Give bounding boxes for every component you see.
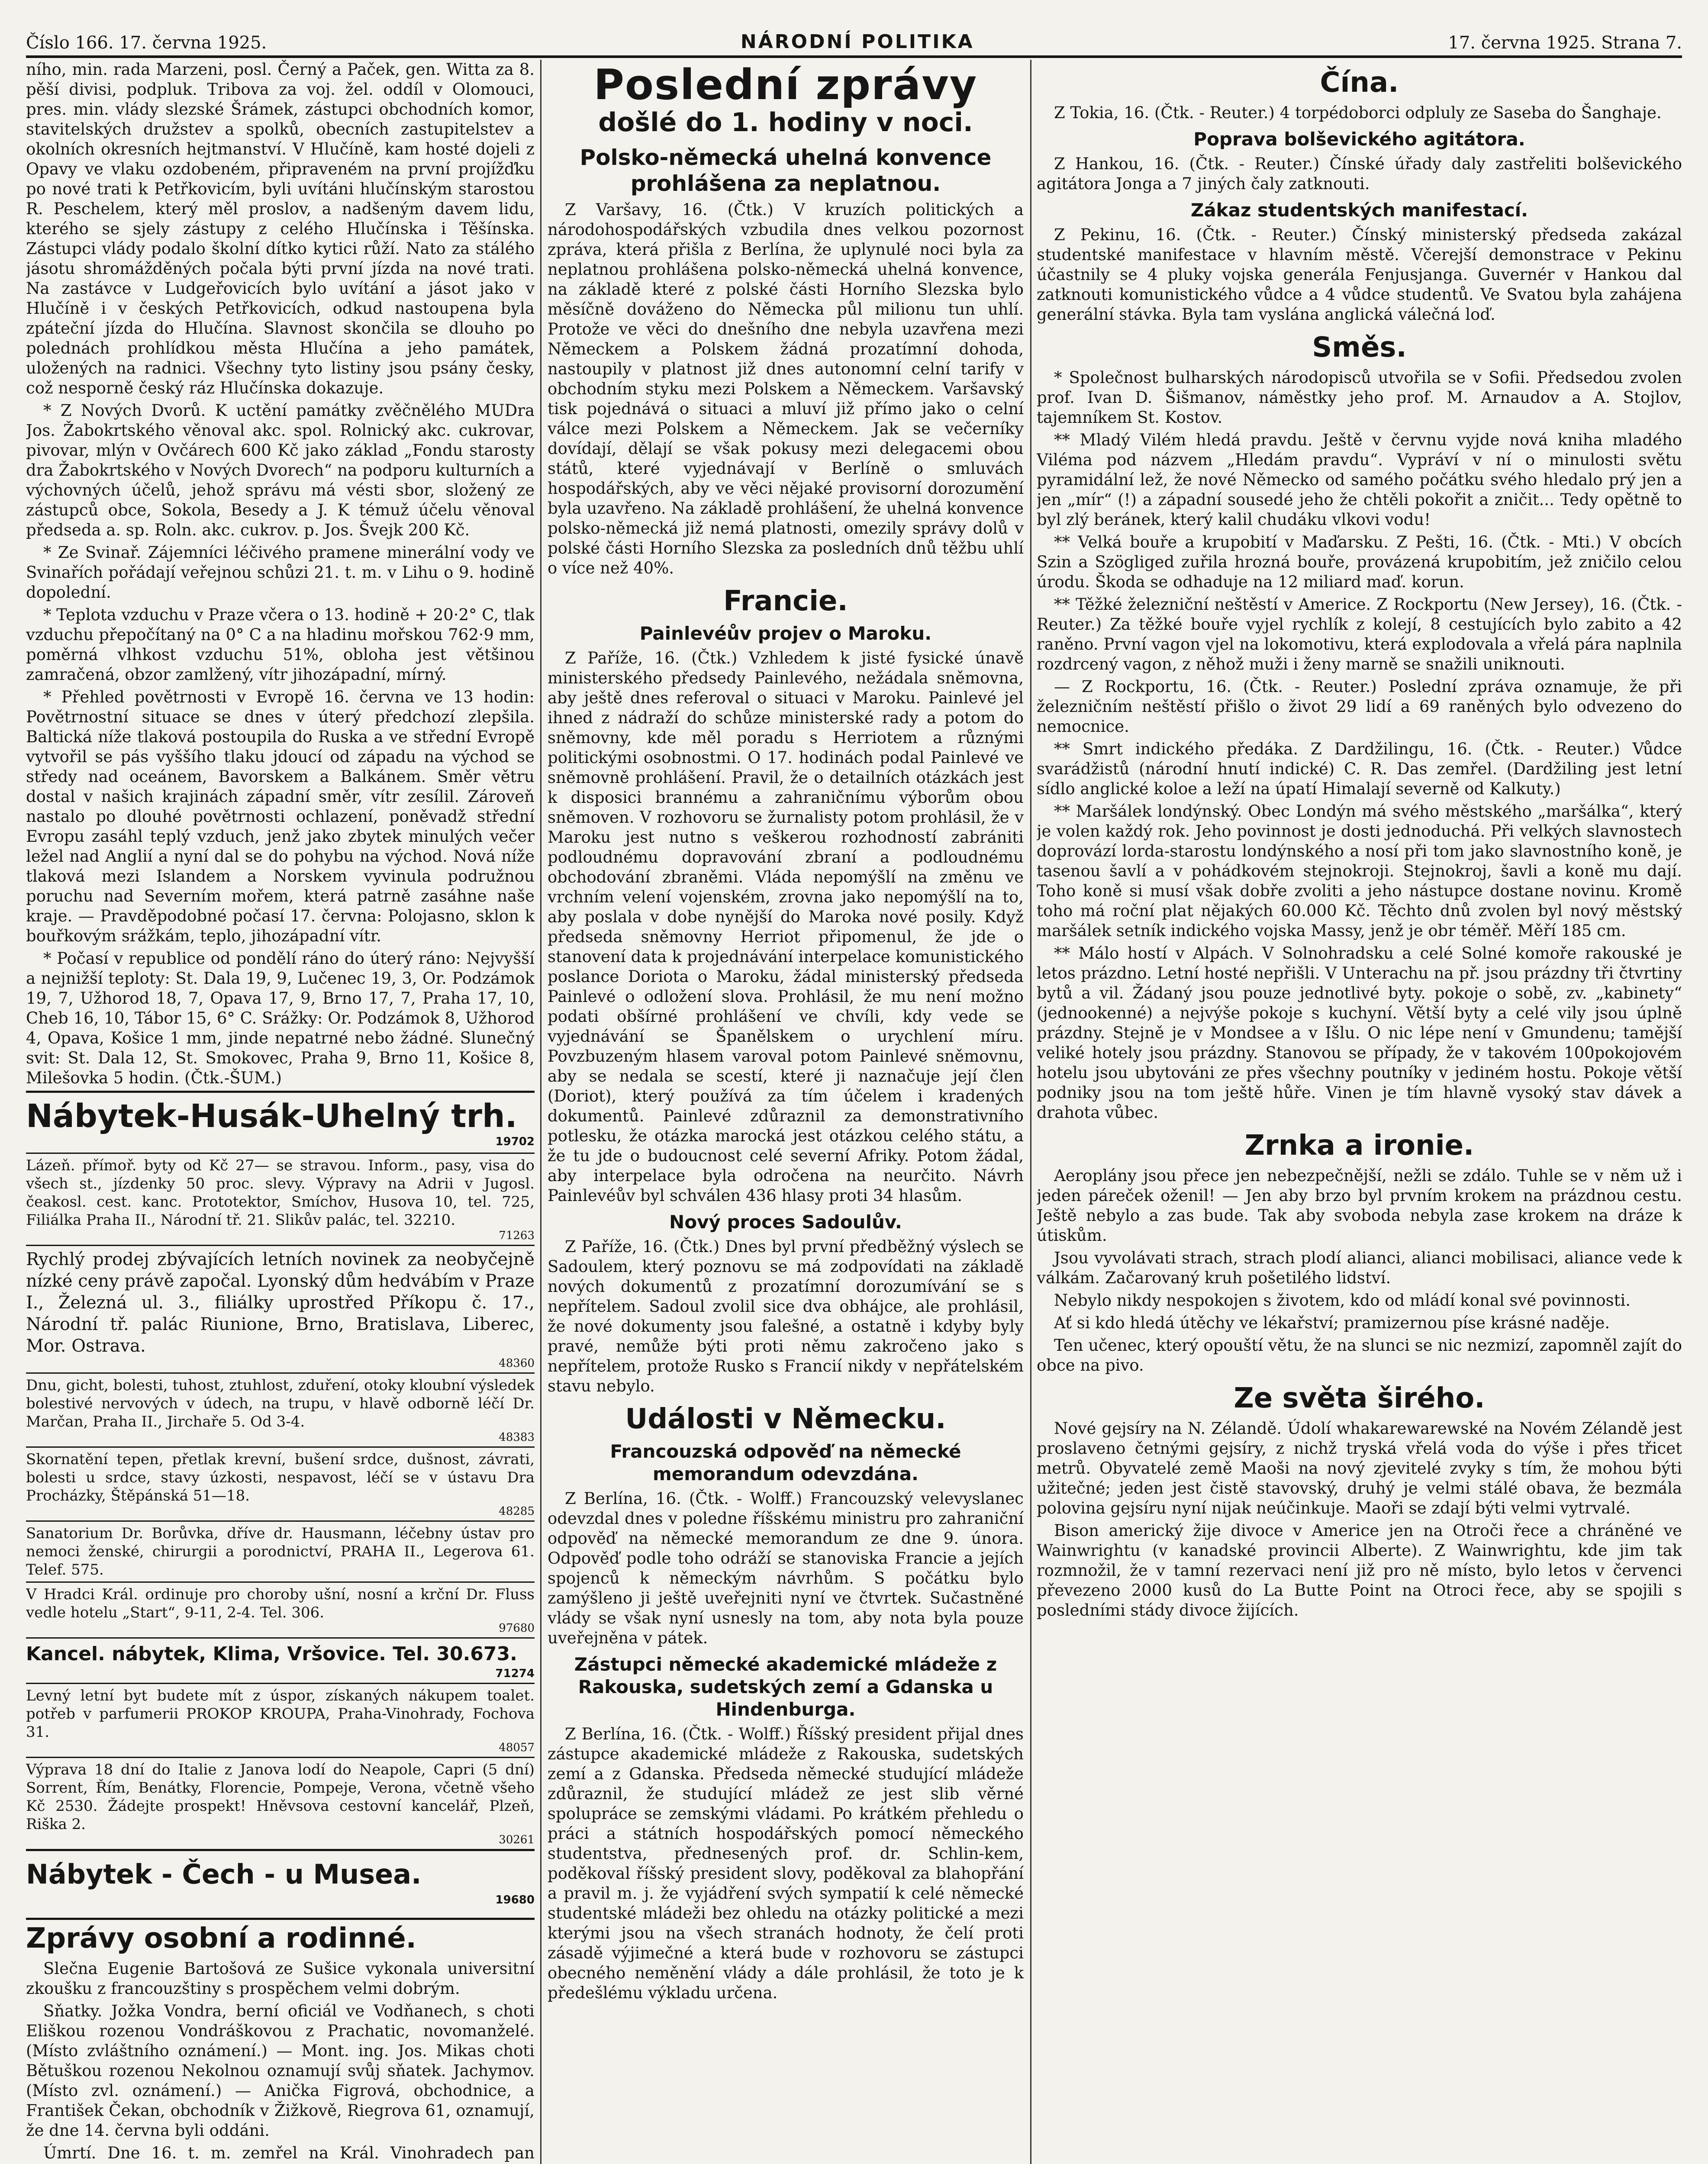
- article-varsava: Z Varšavy, 16. (Čtk.) V kruzích politických a národohospodářských vzbudila dnes velkou pozornost zpráva, která přišla z Berlína, že uplynulé noci byla za neplatnou prohlášena polsko-německá uhelná konvence, na základě které z polské části Horního Slezska bylo měsíčně dováženo do Německa půl milionu tun uhlí. Protože ve věci do dnešního dne nebyla uzavřena mezi Německem a Polskem žádná prozatímní dohoda, nastoupily v platnost již dnes autonomní celní tarify v obchodním styku mezi Polskem a Německem. Varšavský tisk pojednává o situaci a mluví již přímo jako o celní válce mezi Polskem a Německem. Jak se večerníky dovídají, dělají se však pokusy mezi delegacemi obou států, které vyjednávají v Berlíně o smluvách hospodářských, aby ve věci nějaké provisorní dorozumění byla uzavřeno. Na základě prohlášení, že uhelná konvence polsko-německá již nemá platnosti, omezily správy dolů v polské části Horního Slezska za posledních dnů těžbu uhlí o více než 40%.: [548, 200, 1024, 577]
- article-smes-marsalek: ** Maršálek londýnský. Obec Londýn má svého městského „maršálka“, který je volen každý rok. Jeho povinnost je dosti jednoduchá. Při velkých slavnostech doprovází lorda-starostu londýnského a nosí při tom jako slavnostního koně, je tasenou šavlí a v pohádkovém stejnokroji. Stejnokroj, šavli a koně mu dají. Toho koně si musí však dobře zvoliti a jeho nástupce dostane novinu. Kromě toho má roční plat nějakých 60.000 Kč. Těchto dnů zvolen byl nový městský maršálek setník indického vojska Massy, jenž je obr téměř. Měří 185 cm.: [1037, 802, 1682, 940]
- ad-number: 48360: [499, 1357, 535, 1370]
- heading-zastupci-mladeze: Zástupci německé akademické mládeže z Rakouska, sudetských zemí a Gdanska u Hindenburga.: [574, 1654, 997, 1720]
- column-rule: [1030, 60, 1031, 2164]
- page-header: [26, 16, 1682, 58]
- article-umrti: Úmrtí. Dne 16. t. m. zemřel na Král. Vinohradech pan: [43, 2144, 535, 2162]
- article-osobni: Slečna Eugenie Bartošová ze Sušice vykonala universitní zkoušku z francouzštiny s prospěchem velmi dobrým.: [26, 1959, 535, 1998]
- article-bison: Bison americký žije divoce v Americe jen na Otroči řece a chráněné ve Wainwrightu (v kanadské provincii Alberte). Z Wainwrightu, kde jim tak rozmnožil, že v tamní rezervaci není již pro ně místo, bylo letos v červenci převezeno 2000 kusů do La Butte Point na Otroci řece, aby se spojili s posledními stády divoce žijících.: [1037, 1521, 1682, 1620]
- article-smes-bulhari: * Společnost bulharských národopisců utvořila se v Sofii. Předsedou zvolen prof. Ivan D. Šišmanov, náměstky jeho prof. M. Arnaudov a A. Stojlov, tajemníkem St. Kostov.: [1037, 368, 1682, 427]
- heading-ze-sveta: Ze světa širého.: [1234, 1382, 1485, 1414]
- ad-lazen: [26, 1153, 535, 1245]
- ad-skornateni: [26, 1446, 535, 1520]
- article-pekin: Z Pekinu, 16. (Čtk. - Reuter.) Čínský ministerský předseda zakázal studentské manifestace v hlavním městě. Včerejší demonstrace v Pekinu účastnily se 4 pluky vojska generála Fenjusjanga. Guvernér v Hankou dal zatknouti komunistického vůdce a 4 vůdce studentů. Ve Svatou byla zahájena generální stávka. Byla tam vyslána anglická válečná loď.: [1037, 225, 1682, 324]
- heading-poprava: Poprava bolševického agitátora.: [1193, 129, 1525, 150]
- ad-text: Lázeň. přímoř. byty od Kč 27— se stravou. Inform., pasy, visa do všech st., jízdenky 50 proc. slevy. Výpravy na Adrii v Jugosl. čeakosl. cest. kanc. Prototektor, Smíchov, Husova 10, tel. 725, Filiálka Praha II., Národní tř. 21. Slikův palác, tel. 32210.: [26, 1157, 535, 1229]
- article-smes-rockport: — Z Rockportu, 16. (Čtk. - Reuter.) Poslední zpráva oznamuje, že při železničním neštěstí přišlo o život 29 lidí a 69 raněných bylo odvezeno do nemocnice.: [1037, 677, 1682, 736]
- article-zrnka-3: Nebylo nikdy nespokojen s životem, kdo od mládí konal své povinnosti.: [1054, 1291, 1631, 1310]
- ad-text: Levný letní byt budete mít z úspor, získaných nákupem toalet. potřeb v parfumerii PROKOP KROUPA, Praha-Vinohrady, Fochova 31.: [26, 1687, 535, 1741]
- ad-hradec: [26, 1581, 535, 1637]
- article-snatky: Sňatky. Jožka Vondra, berní oficiál ve Vodňanech, s choti Eliškou rozenou Vondráškovou z Prachatic, novomanželé. (Místo zvláštního oznámení.) — Mont. ing. Jos. Mikas choti Bětuškou rozenou Nekolnou oznamují svůj sňatek. Jachymov. (Místo zvl. oznámení.) — Anička Figrová, obchodnice, a František Čekan, obchodník v Žižkově, Riegrova 61, oznamují, že dne 14. června byli oddáni.: [26, 2002, 535, 2140]
- article-prehled-povetrnosti: * Přehled povětrnosti v Evropě 16. června ve 13 hodin: Povětrnostní situace se dnes v úterý předchozí zlepšila. Baltická níže tlaková postoupila do Ruska a ve střední Evropě vytvořil se pás vyššího tlaku jdoucí od západu na východ se středy nad oceánem, Bavorskem a Balkánem. Směr větru dostal v našich krajinách západní směr, vítr zesílil. Zároveň nastalo po dlouhé povětrnosti ochlazení, poněvadž střední Evropu zasáhl teplý vzduch, jenž jako zbytek minulých večer ležel nad Anglií a nyní dal se do pohybu na východ. Nová níže tlaková mezi Islandem a Norskem vyvinula podružnou poruchu nad Severním mořem, která patrně zasáhne naše kraje. — Pravděpodobné počasí 17. června: Polojasno, sklon k bouřkovým srážkám, teplo, jihozápadní vítr.: [26, 688, 535, 945]
- headline-subtitle: došlé do 1. hodiny v noci.: [598, 107, 973, 138]
- ad-text: V Hradci Král. ordinuje pro choroby ušní, nosní a krční Dr. Fluss vedle hotelu „Start“, 9-11, 2-4. Tel. 306.: [26, 1586, 535, 1621]
- ad-number: 19702: [495, 1135, 535, 1148]
- ad-number: 71263: [499, 1229, 535, 1242]
- ad-vyprava-italie: [26, 1757, 535, 1849]
- article-berlin-hindenburg: Z Berlína, 16. (Čtk. - Wolff.) Říšský president přijal dnes zástupce akademické mládeže z Rakouska, sudetských zemí a z Gdanska. Předseda německé studující mládeže zdůraznil, že studující mládež ze jest slib věrné spolupráce se zemskými vládami. Po krátkém přehledu o práci a státních hospodářských pomocí německého studentstva, přednesených prof. dr. Schlin-kem, poděkoval říšský president slovy, poděkoval za blahopřání a pravil m. j. že vyjádření svých sympatií k celé německé studentské mládeži bez ohledu na otázky politické a mezi kterými jsou na všech stranách hodnoty, že čelí proti zásadě výjimečné a která bude v rozhovoru se zástupci obecného neměnění vlády a dále prohlásil, že toto je k předešlému výkladu určena.: [548, 1725, 1024, 2002]
- ad-number: 71274: [495, 1667, 535, 1680]
- ad-text: Nábytek-Husák-Uhelný trh.: [26, 1098, 517, 1135]
- section-title-osobni: Zprávy osobní a rodinné.: [26, 1918, 535, 1955]
- ad-rychly-prodej: [26, 1245, 535, 1372]
- ad-number: 30261: [499, 1833, 535, 1846]
- heading-zakaz: Zákaz studentských manifestací.: [1190, 200, 1528, 221]
- ad-text: Nábytek - Čech - u Musea.: [26, 1858, 422, 1890]
- ad-dnu: [26, 1372, 535, 1446]
- ad-kancel-nabytek: [26, 1637, 535, 1683]
- heading-polsko-nemecka: Polsko-německá uhelná konvence prohlášena za neplatnou.: [580, 145, 992, 196]
- article-teplota: * Teplota vzduchu v Praze včera o 13. hodině + 20·2° C, tlak vzduchu přepočítaný na 0° C a na hladinu mořskou 762·9 mm, poměrná vlhkost vzduchu 51%, obloha jest většinou zamračená, obzor zamlžený, vítr jihozápadní, mírný.: [26, 605, 535, 684]
- heading-sadoul: Nový proces Sadoulův.: [669, 1211, 902, 1233]
- heading-zrnka: Zrnka a ironie.: [1244, 1130, 1474, 1162]
- article-pocasi-republika: * Počasí v republice od pondělí ráno do úterý ráno: Nejvyšší a nejnižší teploty: St. Dala 19, 9, Lučenec 19, 3, Or. Podzámok 19, 7, Užhorod 18, 7, Opava 17, 9, Brno 17, 7, Praha 17, 10, Cheb 16, 10, Tábor 15, 6° C. Srážky: Or. Podzámok 8, Užhorod 4, Opava, Košice 1 mm, jinde nepatrné nebo žádné. Slunečný svit: St. Dala 12, St. Smokovec, Praha 9, Brno 11, Košice 8, Milešovka 5 hodin. (Čtk.-ŠUM.): [26, 949, 535, 1087]
- ad-number: 48285: [499, 1505, 535, 1518]
- ad-text: Rychlý prodej zbývajících letních novinek za neobyčejně nízké ceny právě započal. Lyonský dům hedvábím v Praze I., Železná ul. 3., filiálky uprostřed Příkopu č. 17., Národní tř. palác Riunione, Brno, Bratislava, Liberec, Mor. Ostrava.: [26, 1249, 535, 1356]
- ad-text: Výprava 18 dní do Italie z Janova lodí do Neapole, Capri (5 dní) Sorrent, Řím, Benátky, Florencie, Pompeje, Verona, včetně všeho Kč 2530. Žádejte prospekt! Hněvsova cestovní kancelář, Plzeň, Riška 2.: [26, 1761, 535, 1833]
- heading-francie: Francie.: [723, 585, 848, 617]
- heading-francouzska-odpoved: Francouzská odpověď na německé memorandum odevzdána.: [610, 1441, 961, 1485]
- heading-udalosti-nemecko: Události v Německu.: [625, 1403, 946, 1435]
- column-right: [1037, 60, 1682, 2164]
- ad-nabytek-cech: [26, 1849, 535, 1911]
- header-issue: Číslo 166. 17. června 1925.: [26, 33, 267, 53]
- headline-posledni-zpravy: Poslední zprávy: [593, 61, 978, 109]
- ad-number: 48057: [499, 1741, 535, 1754]
- article-smes-madarsko: ** Velká bouře a krupobití v Maďarsku. Z Pešti, 16. (Čtk. - Mti.) V obcích Szin a Szögliged zuřila hrozná bouře, provázená krupobitím, jež zničilo celou úrodu. Škoda se odhaduje na 12 miliard maď. korun.: [1037, 533, 1682, 591]
- ad-text: Dnu, gicht, bolesti, tuhost, ztuhlost, zduření, otoky kloubní výsledek bolestivé nervových v údech, na trupu, v hlavě odborně léčí Dr. Marčan, Praha II., Jirchaře 5. Od 3-4.: [26, 1377, 535, 1430]
- article-smes-amerika: ** Těžké železniční neštěstí v Americe. Z Rockportu (New Jersey), 16. (Čtk. - Reuter.) Za těžké bouře vyjel rychlík z kolejí, 8 cestujících bylo zabito a 42 raněno. První vagon vjel na lokomotivu, která explodovala a vřelá pára naplnila rozdrcený vagon, z něhož muži i ženy marně se snažili uniknouti.: [1037, 595, 1682, 673]
- ad-number: 97680: [499, 1622, 535, 1635]
- column-middle: [548, 60, 1024, 2164]
- article-novy-dvur: * Z Nových Dvorů. K uctění památky zvěčnělého MUDra Jos. Žabokrtského věnoval akc. spol. Rolnický akc. cukrovar, pivovar, mlýn v Ovčárech 600 Kč jako základ „Fondu starosty dra Žabokrtského v Nových Dvorech“ na podporu kulturních a výchovných účelů, jehož správu má vésti sbor, složený ze zástupců obce, Sokola, Besedy a J. K témuž účelu věnoval předseda a. sp. Roln. akc. cukrov. p. Jos. Švejk 200 Kč.: [26, 401, 535, 539]
- article-zrnka-4: Ať si kdo hledá útěchy ve lékařství; pramizernou píse krásné naděje.: [1054, 1314, 1610, 1332]
- ad-number: 19680: [495, 1894, 535, 1906]
- article-pariz-painleve: Z Paříže, 16. (Čtk.) Vzhledem k jisté fysické únavě ministerského předsedy Painlevého, nežádala sněmovna, aby ještě dnes referoval o situaci v Maroku. Painlevé jel ihned z nádraží do schůze ministerské rady a potom do sněmovny, kde měl poradu s Herriotem a různými politickými osobnostmi. O 17. hodinách podal Painlevé ve sněmovně prohlášení. Pravil, že o detailních otázkách jest k disposici brannému a zahraničnímu výborům obou sněmoven. V rozhovoru se žurnalisty potom prohlásil, že v Maroku jest nutno s veškerou rozhodností zabrániti podloudnému dopravování zbraní a podloudnému obchodování zbraněmi. Vláda nepomýšlí na změnu ve vrchním velení vojenském, zrovna jako nepomýšlí na to, aby poslala v dobe nynější do Maroka nové posily. Když předseda sněmovny Herriot připomenul, že jde o stanovení data k projednávání interpelace komunistického poslance Doriota o Maroku, žádal ministerský předseda Painlevé o odložení slova. Prohlásil, že mu není možno podati obšírné prohlášení ve chvíli, kdy vede se vyjednávání se Španělskem o urychlení míru. Povzbuzeným hlasem varoval potom Painlevé sněmovnu, aby se nedala se scestí, které ji naznačuje její člen (Doriot), který používá za tím účelem i kradených dokumentů. Painlevé zdůraznil za demonstrativního potlesku, že otázka marocká jest otázkou celého státu, a že tu jde o budoucnost celé severní Afriky. Potom žádal, aby interpelace byla odročena na neurčito. Návrh Painlevéův byl schválen 436 hlasy proti 34 hlasům.: [548, 649, 1024, 1205]
- article-svinare: * Ze Svinař. Zájemníci léčivého pramene minerální vody ve Svinařích pořádají veřejnou schůzi 21. t. m. v Lihu o 9. hodině dopolední.: [26, 543, 535, 602]
- article-smes-indie: ** Smrt indického předáka. Z Dardžilingu, 16. (Čtk. - Reuter.) Vůdce svarádžistů (národní hnutí indické) C. R. Das zemřel. (Dardžiling jest letní sídlo anglické koloe a leží na úpatí Himalají severně od Kalkuty.): [1037, 740, 1682, 798]
- masthead-title: NÁRODNÍ POLITIKA: [740, 31, 974, 53]
- heading-cina: Čína.: [1320, 67, 1399, 99]
- ad-sanatorium: [26, 1520, 535, 1581]
- article-berlin-memorandum: Z Berlína, 16. (Čtk. - Wolff.) Francouzský velevyslanec odevzdal dnes v poledne říšskému ministru pro zahraniční odpověď na německé memorandum ze dne 9. února. Odpověď podle toho odráží se stanoviska Francie a jejích spojenců k německým návrhům. S počátku bylo zamýšleno ji ještě uveřejniti nyní ve čtvrtek. Sučastněné vlády se však nyní usnesly na tom, aby nota byla pouze uveřejněna v pátek.: [548, 1489, 1024, 1647]
- column-left: [26, 60, 535, 2164]
- column-rule: [540, 60, 541, 2164]
- ad-levny-byt: [26, 1683, 535, 1757]
- article-zrnka-1: Aeroplány jsou přece jen nebezpečnější, nežli se zdálo. Tuhle se v něm už i jeden páreček oženil! — Jen aby brzo byl prvním krokem na prázdnou cestu. Ještě nebylo a zas bude. Tak aby svoboda nebyla zase krokem na dráze k útiskům.: [1037, 1166, 1682, 1245]
- article-zrnka-5: Ten učenec, který opouští větu, že na slunci se nic nezmizí, zapomněl zajít do obce na pivo.: [1037, 1336, 1682, 1375]
- heading-smes: Směs.: [1312, 332, 1407, 364]
- heading-painleve: Painlevéův projev o Maroku.: [639, 623, 932, 644]
- ad-text: Sanatorium Dr. Borůvka, dříve dr. Hausmann, léčebny ústav pro nemoci ženské, chirurgii a porodnictví, PRAHA II., Legerova 61. Telef. 575.: [26, 1525, 535, 1578]
- article-smes-alpy: ** Málo hostí v Alpách. V Solnohradsku a celé Solné komoře rakouské je letos prázdno. Letní hosté nepřišli. V Unterachu na př. jsou prázdny tři čtvrtiny bytů a vil. Žádaný jsou pouze jednotlivé byty. pokoje o sobě, zv. „kabinety“ (jednookenné) a nejvýše pokoje s kuchyní. Větší byty a celé vily jsou úplně prázdny. Stejně je v Mondsee a v Išlu. O nic lépe není v Gmundenu; tamější veliké hotely jsou prázdny. Stanovou se případy, že v takovém 100pokojovém hotelu jsou ubytováni ze přes všechny poutníky v jediném hostu. Pokoje větší podniky jsou na tom ještě hůře. Vinen je tím hlavně vysoký stav dávek a drahota vůbec.: [1037, 944, 1682, 1122]
- article-pariz-sadoul: Z Paříže, 16. (Čtk.) Dnes byl první předběžný výslech se Sadoulem, který poznovu se má zodpovídati na základě nových dokumentů z prozatímní dorozumívání se s nepřítelem. Sadoul zvolil sice dva obhájce, ale prohlásil, že nové dokumenty jsou falešné, a ostatně i kdyby byly pravé, nemůže býti proti němu zakročeno jako s nepřítelem, protože Rusko s Francií nikdy v nepřátelském stavu nebylo.: [548, 1237, 1024, 1395]
- article-gejsiry: Nové gejsíry na N. Zélandě. Údolí whakarewarewské na Novém Zélandě jest proslaveno četnými gejsíry, z nichž tryská vřelá voda do výše i přes třicet metrů. Obyvatelé země Maoši na nový zjevitelé zvyky s tím, že mohou býti užitečné; jeden jest čistě stavovský, druhý je velmi stálé obava, že bezmála polovina gejsíru nyní nijak neúčinkuje. Maoři se zdají býti velmi vytrvalé.: [1037, 1419, 1682, 1517]
- article-zrnka-2: Jsou vyvolávati strach, strach plodí alianci, alianci mobilisaci, aliance vede k válkám. Začarovaný kruh pošetilého lidství.: [1037, 1249, 1682, 1287]
- ad-text: Skornatění tepen, přetlak krevní, bušení srdce, dušnost, závrati, bolesti u srdce, stavy úzkosti, nespavost, léčí se v ústavu Dra Procházky, Štěpánská 51—18.: [26, 1451, 535, 1504]
- article-hankou: Z Hankou, 16. (Čtk. - Reuter.) Čínské úřady daly zastřeliti bolševického agitátora Jonga a 7 jiných čaly zatknouti.: [1037, 155, 1682, 193]
- ad-number: 48383: [499, 1431, 535, 1444]
- article-tokio: Z Tokia, 16. (Čtk. - Reuter.) 4 torpédoborci odpluly ze Saseba do Šanghaje.: [1054, 103, 1662, 122]
- ad-text: Kancel. nábytek, Klima, Vršovice. Tel. 30.673.: [26, 1643, 517, 1665]
- header-page: 17. června 1925. Strana 7.: [1448, 33, 1682, 53]
- article-smes-vilem: ** Mladý Vilém hledá pravdu. Ještě v červnu vyjde nová kniha mladého Viléma pod názvem „Hledám pravdu“. Vypráví v ní o minulosti světu pyramidální lež, že nové Německo od samého počátku svého hledalo prý jen a jen „mír“ (!) a západní sousedé jeho že chtěli pokořit a zničit... Tedy opětně to byl zlý beránek, který kalil chudáku vlkovi vodu!: [1037, 431, 1682, 529]
- ad-nabytek-husak: [26, 1091, 535, 1153]
- article-continuation: ního, min. rada Marzeni, posl. Černý a Paček, gen. Witta za 8. pěší divisi, podpluk. Tribova za voj. žel. oddíl v Olomouci, pres. min. vlády slezské Šrámek, zástupci obchodních komor, stavitelských družstev a spolků, obecních zastupitelstev a okolních okresních hejtmanství. V Hlučíně, kam hosté dojeli z Opavy ve vlaku ozdobeném, připraveném na první projížďku po nové trati k Petřkovicím, byli uvítáni hlučínským starostou R. Peschelem, který měl proslov, a nadšeným davem lidu, kterého se sjely zástupy z celého Hlučínska i Těšínska. Zástupci vlády podalo školní dítko kytici růží. Nato za stálého jásotu shromážděných počala býti první jízda na nové trati. Na zastávce v Ludgeřovicích bylo uvítání a jásot jako v Hlučíně i v českých Petřkovicích, odkud nastoupena byla zpáteční jízda do Hlučína. Slavnost skončila se dlouho po polednách prohlídkou města Hlučína a jeho památek, uložených na radnici. Všechny tyto listiny jsou psány česky, což nesporně český ráz Hlučínska dokazuje.: [26, 60, 535, 397]
